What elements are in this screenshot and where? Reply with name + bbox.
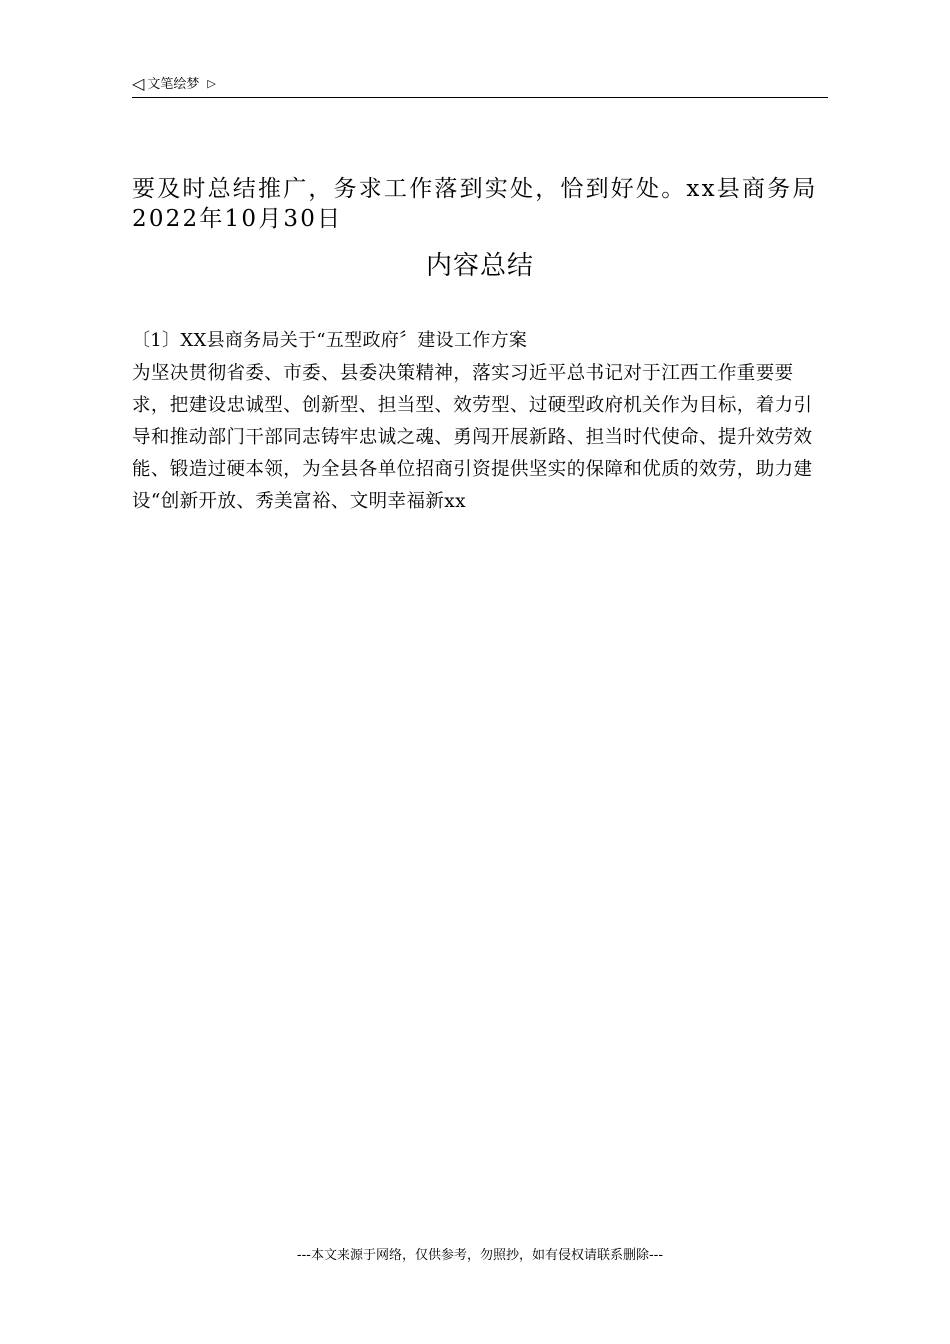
triangle-right-icon: ▷ bbox=[207, 77, 216, 90]
section-title: 内容总结 bbox=[425, 251, 534, 281]
carry-over-paragraph: 要及时总结推广，务求工作落到实处，恰到好处。xx县商务局2022年10月30日 bbox=[132, 176, 818, 232]
summary-body: 为坚决贯彻省委、市委、县委决策精神，落实习近平总书记对于江西工作重要要求，把建设忠诚型、创新型、担当型、效劳型、过硬型政府机关作为目标，着力引导和推动部门干部同志铸牢忠诚之魂、勇闯开展新路、担当时代使命、提升效劳效能、锻造过硬本领，为全县各单位招商引资提供坚实的保障和优质的效劳，助力建设“创新开放、秀美富裕、文明幸福新xx bbox=[132, 363, 813, 512]
page-header bbox=[132, 74, 828, 98]
triangle-left-icon: ◁ bbox=[132, 74, 145, 93]
header-brand bbox=[132, 76, 216, 93]
page-footer-disclaimer: ---本文来源于网络，仅供参考，勿照抄，如有侵权请联系删除--- bbox=[296, 1248, 664, 1263]
summary-heading: 〔1〕XX县商务局关于“五型政府〞建设工作方案 bbox=[132, 330, 528, 351]
header-brand-text: 文笔绘梦 bbox=[147, 77, 200, 92]
